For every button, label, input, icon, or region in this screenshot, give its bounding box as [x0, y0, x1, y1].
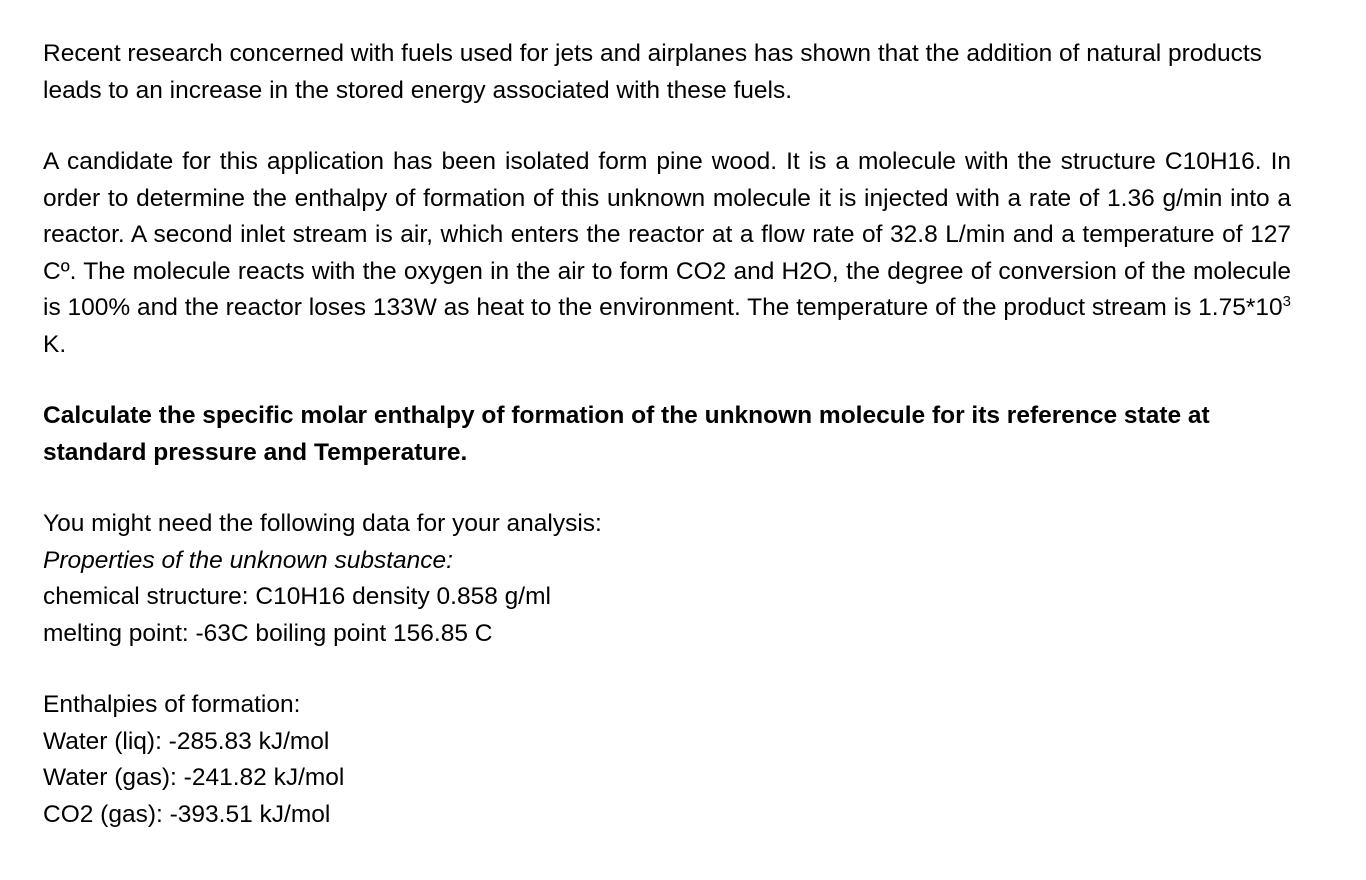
paragraph-spacer [43, 471, 1291, 506]
intro-paragraph: Recent research concerned with fuels used for jets and airplanes has shown that the addition of natural products leads to an increase in the stored energy associated with these fuels. [43, 40, 1262, 104]
enthalpy-item: CO2 (gas): -393.51 kJ/mol [43, 800, 331, 828]
enthalpy-item: Water (gas): -241.82 kJ/mol [43, 764, 345, 791]
paragraph-spacer [43, 652, 1291, 687]
document-body [43, 36, 1291, 833]
data-section [43, 506, 1291, 652]
properties-heading: Properties of the unknown substance: [43, 546, 453, 574]
melting-boiling-line: melting point: -63C boiling point 156.85 C [43, 619, 493, 647]
data-intro-line: You might need the following data for your analysis: [43, 510, 602, 537]
enthalpies-section [43, 687, 1291, 833]
task-statement: Calculate the specific molar enthalpy of formation of the unknown molecule for its reference state at standard pressure and Temperature. [43, 402, 1210, 466]
enthalpies-heading: Enthalpies of formation: [43, 691, 301, 718]
paragraph-spacer [43, 363, 1291, 398]
problem-text: A candidate for this application has been isolated form pine wood. It is a molecule with the structure C10H16. In order to determine the enthalpy of formation of this unknown molecule it is injected with a rate of 1.36 g/min into a reactor. A second inlet stream is air, which enters the reactor at a flow rate of 32.8 L/min and a temperature of 127 Cº. The molecule reacts with the oxygen in the air to form CO2 and H2O, the degree of conversion of the molecule is 100% and the reactor loses 133W as heat to the environment. The temperature of the product stream is 1.75*10 [43, 148, 1291, 321]
paragraph-spacer [43, 109, 1291, 144]
problem-paragraph [43, 144, 1291, 363]
structure-density-line: chemical structure: C10H16 density 0.858 g/ml [43, 583, 551, 610]
exponent-superscript: 3 [1282, 292, 1291, 310]
problem-text-end: K. [43, 330, 67, 358]
enthalpy-item: Water (liq): -285.83 kJ/mol [43, 727, 330, 755]
